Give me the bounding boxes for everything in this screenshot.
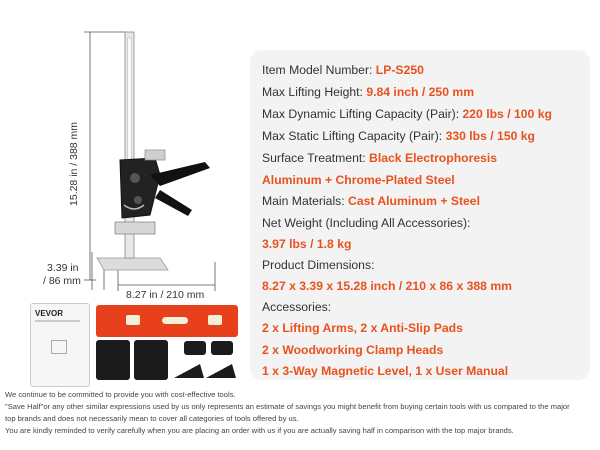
jack-lever: [155, 190, 192, 216]
spec-net-weight: 3.97 lbs / 1.8 kg: [262, 237, 352, 251]
spec-net-weight-label: Net Weight (Including All Accessories):: [262, 216, 471, 230]
magnetic-level-image: [96, 305, 238, 337]
accessory-item: 1 x 3-Way Magnetic Level, 1 x User Manual: [262, 364, 509, 378]
manual-brand-logo: VEVOR: [35, 309, 64, 318]
accessory-item: 2 x Woodworking Clamp Heads: [262, 343, 444, 357]
jack-body: [120, 158, 160, 218]
width-dimension-label: 8.27 in / 210 mm: [126, 289, 205, 301]
footnote: "Save Half"or any other similar expressions used by us only represents an estimate of savings you might benefit from buying certain tools with us compared to the major: [5, 402, 570, 411]
depth-dimension-label: 3.39 in: [47, 262, 79, 274]
spec-surface-treatment-cont: Aluminum + Chrome-Plated Steel: [262, 173, 455, 187]
level-vial: [162, 317, 188, 324]
accessory-item: 2 x Lifting Arms, 2 x Anti-Slip Pads: [262, 321, 463, 335]
spec-materials: Main Materials: Cast Aluminum + Steel: [262, 194, 480, 208]
spec-accessories-label: Accessories:: [262, 300, 332, 314]
jack-handle: [150, 162, 210, 186]
spec-model: Item Model Number: LP-S250: [262, 63, 424, 77]
user-manual-image: [30, 303, 90, 387]
level-vial: [126, 315, 140, 325]
footnote: You are kindly reminded to verify carefully when you are placing an order with us if you are actually saving half in comparison with the top major brands.: [5, 426, 514, 435]
height-dimension-label: 15.28 in / 388 mm: [68, 121, 80, 206]
anti-slip-pad-image: [134, 340, 168, 380]
footnote: top brands and does not necessarily mean to cover all categories of tools offered by us.: [5, 414, 299, 423]
spec-surface-treatment: Surface Treatment: Black Electrophoresis: [262, 151, 498, 165]
lifting-arm-image: [184, 341, 206, 355]
lifting-arm-image: [211, 341, 233, 355]
spec-dimensions-label: Product Dimensions:: [262, 258, 375, 272]
anti-slip-pad-image: [96, 340, 130, 380]
spec-dimensions: 8.27 x 3.39 x 15.28 inch / 210 x 86 x 388 mm: [262, 279, 513, 293]
lifting-arm: [115, 222, 155, 234]
base-plate: [97, 258, 168, 270]
footnote: We continue to be committed to provide you with cost-effective tools.: [5, 390, 236, 399]
depth-dimension-label-mm: / 86 mm: [43, 275, 81, 287]
spec-dynamic-capacity: Max Dynamic Lifting Capacity (Pair): 220 lbs / 100 kg: [262, 107, 552, 121]
clamp-heads-image: [172, 360, 238, 382]
spec-static-capacity: Max Static Lifting Capacity (Pair): 330 lbs / 150 kg: [262, 129, 535, 143]
spec-lifting-height: Max Lifting Height: 9.84 inch / 250 mm: [262, 85, 475, 99]
level-vial: [208, 315, 222, 325]
